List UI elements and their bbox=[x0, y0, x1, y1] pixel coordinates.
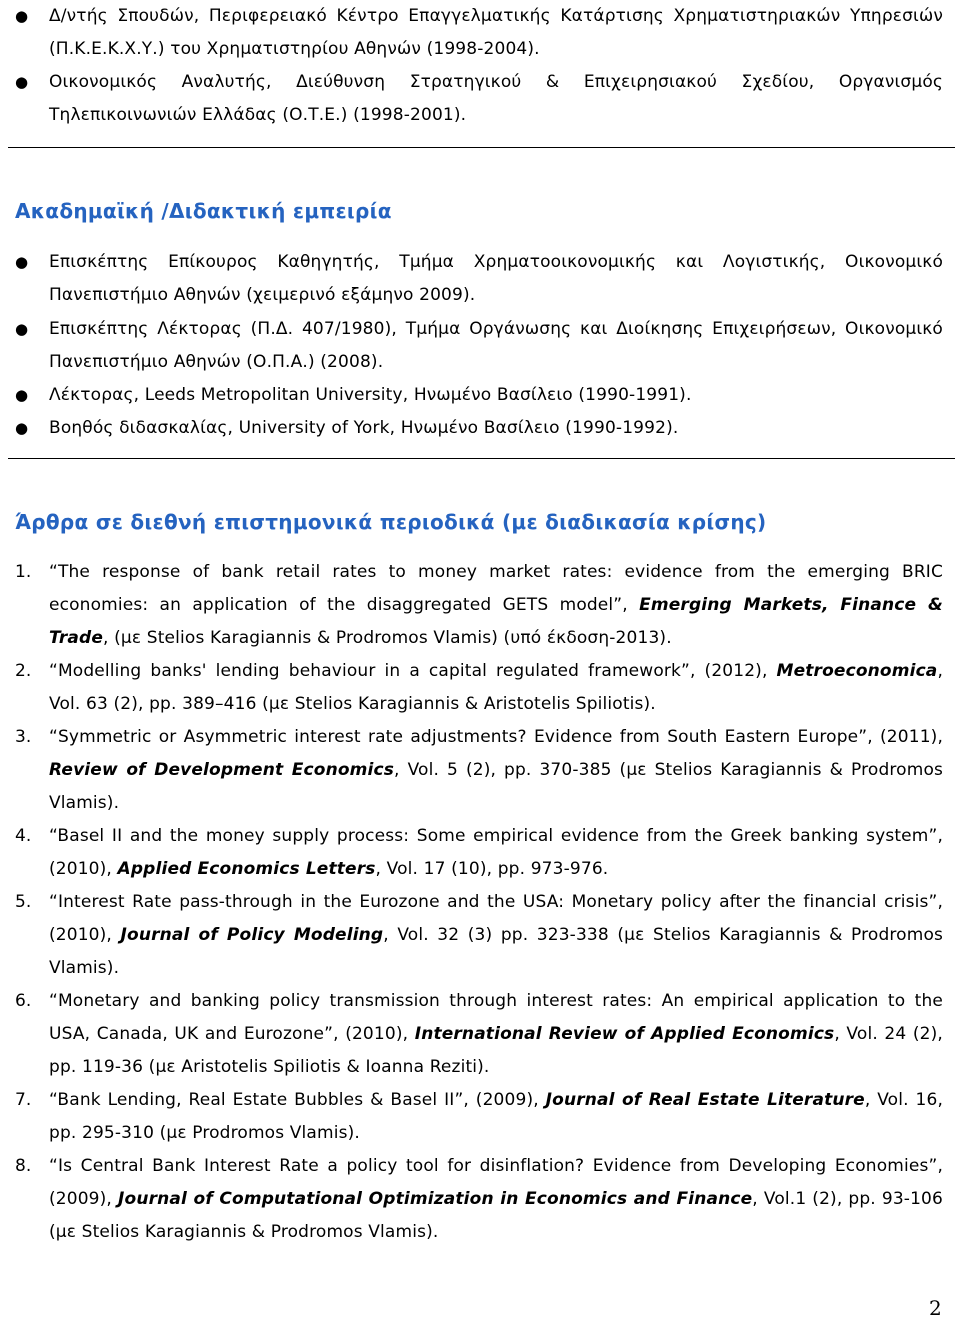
article-item bbox=[0, 820, 955, 886]
list-item-text: Επισκέπτης Επίκουρος Καθηγητής, Τμήμα Χρηματοοικονομικής και Λογιστικής, Οικονομικό Πανεπιστήμιο Αθηνών (χειμερινό εξάμηνο 2009). bbox=[49, 252, 943, 305]
article-text: “Basel II and the money supply process: Some empirical evidence from the Greek banking system”, (2010), Applied Economics Letters, Vol. 17 (10), pp. 973-976. bbox=[49, 826, 943, 879]
article-item bbox=[0, 1150, 955, 1249]
article-text: “The response of bank retail rates to money market rates: evidence from the emerging BRIC economies: an application of the disaggregated GETS model”, Emerging Markets, Finance & Trade, (με Stelios Karagiannis & Prodromos Vlamis) (υπό έκδοση-2013). bbox=[49, 562, 943, 648]
list-item-text: Δ/ντής Σπουδών, Περιφερειακό Κέντρο Επαγγελματικής Κατάρτισης Χρηματιστηριακών Υπηρεσιών (Π.Κ.Ε.Κ.Χ.Υ.) του Χρηματιστηρίου Αθηνών (1998-2004). bbox=[49, 6, 943, 59]
list-item bbox=[0, 0, 955, 66]
bullet-icon: ● bbox=[15, 386, 29, 404]
article-number: 2. bbox=[15, 661, 32, 681]
section-heading-academic: Ακαδημαϊκή /Διδακτική εμπειρία bbox=[15, 199, 392, 223]
article-item bbox=[0, 1084, 955, 1150]
journal-name: Metroeconomica bbox=[776, 661, 938, 681]
article-item bbox=[0, 556, 955, 655]
bullet-icon: ● bbox=[15, 253, 29, 271]
article-number: 8. bbox=[15, 1156, 32, 1176]
journal-name: Journal of Computational Optimization in Economics and Finance bbox=[118, 1189, 753, 1209]
article-text: “Is Central Bank Interest Rate a policy tool for disinflation? Evidence from Developing Economies”, (2009), Journal of Computational Optimization in Economics and Finance, Vol.1 (2), pp. 93-106 (με Stelios Karagiannis & Prodromos Vlamis). bbox=[49, 1156, 943, 1242]
list-item bbox=[0, 246, 955, 312]
list-item-text: Λέκτορας, Leeds Metropolitan University, Ηνωμένο Βασίλειο (1990-1991). bbox=[49, 385, 692, 405]
article-text: “Monetary and banking policy transmission through interest rates: An empirical application to the USA, Canada, UK and Eurozone”, (2010), International Review of Applied Economics, Vol. 24 (2), pp. 119-36 (με Aristotelis Spiliotis & Ioanna Reziti). bbox=[49, 991, 943, 1077]
bullet-icon: ● bbox=[15, 73, 29, 91]
article-item bbox=[0, 655, 955, 721]
bullet-icon: ● bbox=[15, 7, 29, 25]
page-number: 2 bbox=[929, 1296, 942, 1320]
article-item bbox=[0, 721, 955, 820]
article-item bbox=[0, 985, 955, 1084]
list-item bbox=[0, 412, 955, 445]
article-number: 3. bbox=[15, 727, 32, 747]
article-number: 5. bbox=[15, 892, 32, 912]
list-item-text: Οικονομικός Αναλυτής, Διεύθυνση Στρατηγικού & Επιχειρησιακού Σχεδίου, Οργανισμός Τηλεπικοινωνιών Ελλάδας (Ο.Τ.Ε.) (1998-2001). bbox=[49, 72, 943, 125]
article-number: 6. bbox=[15, 991, 32, 1011]
journal-name: Emerging Markets, Finance & Trade bbox=[49, 595, 943, 648]
list-item bbox=[0, 379, 955, 412]
journal-name: International Review of Applied Economics bbox=[414, 1024, 835, 1044]
list-item-text: Βοηθός διδασκαλίας, University of York, Ηνωμένο Βασίλειο (1990-1992). bbox=[49, 418, 679, 438]
article-text: “Modelling banks' lending behaviour in a capital regulated framework”, (2012), Metroeconomica, Vol. 63 (2), pp. 389–416 (με Stelios Karagiannis & Aristotelis Spiliotis). bbox=[49, 661, 943, 714]
list-item bbox=[0, 313, 955, 379]
bullet-icon: ● bbox=[15, 419, 29, 437]
section-heading-articles: Άρθρα σε διεθνή επιστημονικά περιοδικά (με διαδικασία κρίσης) bbox=[15, 510, 767, 534]
list-item bbox=[0, 66, 955, 132]
section-divider bbox=[8, 147, 955, 148]
article-number: 7. bbox=[15, 1090, 32, 1110]
bullet-icon: ● bbox=[15, 320, 29, 338]
article-number: 4. bbox=[15, 826, 32, 846]
article-text: “Interest Rate pass-through in the Eurozone and the USA: Monetary policy after the financial crisis”, (2010), Journal of Policy Modeling, Vol. 32 (3) pp. 323-338 (με Stelios Karagiannis & Prodromos Vlamis). bbox=[49, 892, 944, 978]
article-text: “Bank Lending, Real Estate Bubbles & Basel II”, (2009), Journal of Real Estate Literature, Vol. 16, pp. 295-310 (με Prodromos Vlamis). bbox=[49, 1090, 943, 1143]
journal-name: Applied Economics Letters bbox=[117, 859, 376, 879]
journal-name: Journal of Policy Modeling bbox=[120, 925, 384, 945]
article-item bbox=[0, 886, 955, 985]
article-text: “Symmetric or Asymmetric interest rate adjustments? Evidence from South Eastern Europe”, (2011), Review of Development Economics, Vol. 5 (2), pp. 370-385 (με Stelios Karagiannis & Prodromos Vlamis). bbox=[49, 727, 944, 813]
list-item-text: Επισκέπτης Λέκτορας (Π.Δ. 407/1980), Τμήμα Οργάνωσης και Διοίκησης Επιχειρήσεων, Οικονομικό Πανεπιστήμιο Αθηνών (Ο.Π.Α.) (2008). bbox=[49, 319, 943, 372]
journal-name: Journal of Real Estate Literature bbox=[545, 1090, 865, 1110]
section-divider bbox=[8, 458, 955, 459]
article-number: 1. bbox=[15, 562, 32, 582]
journal-name: Review of Development Economics bbox=[49, 760, 395, 780]
